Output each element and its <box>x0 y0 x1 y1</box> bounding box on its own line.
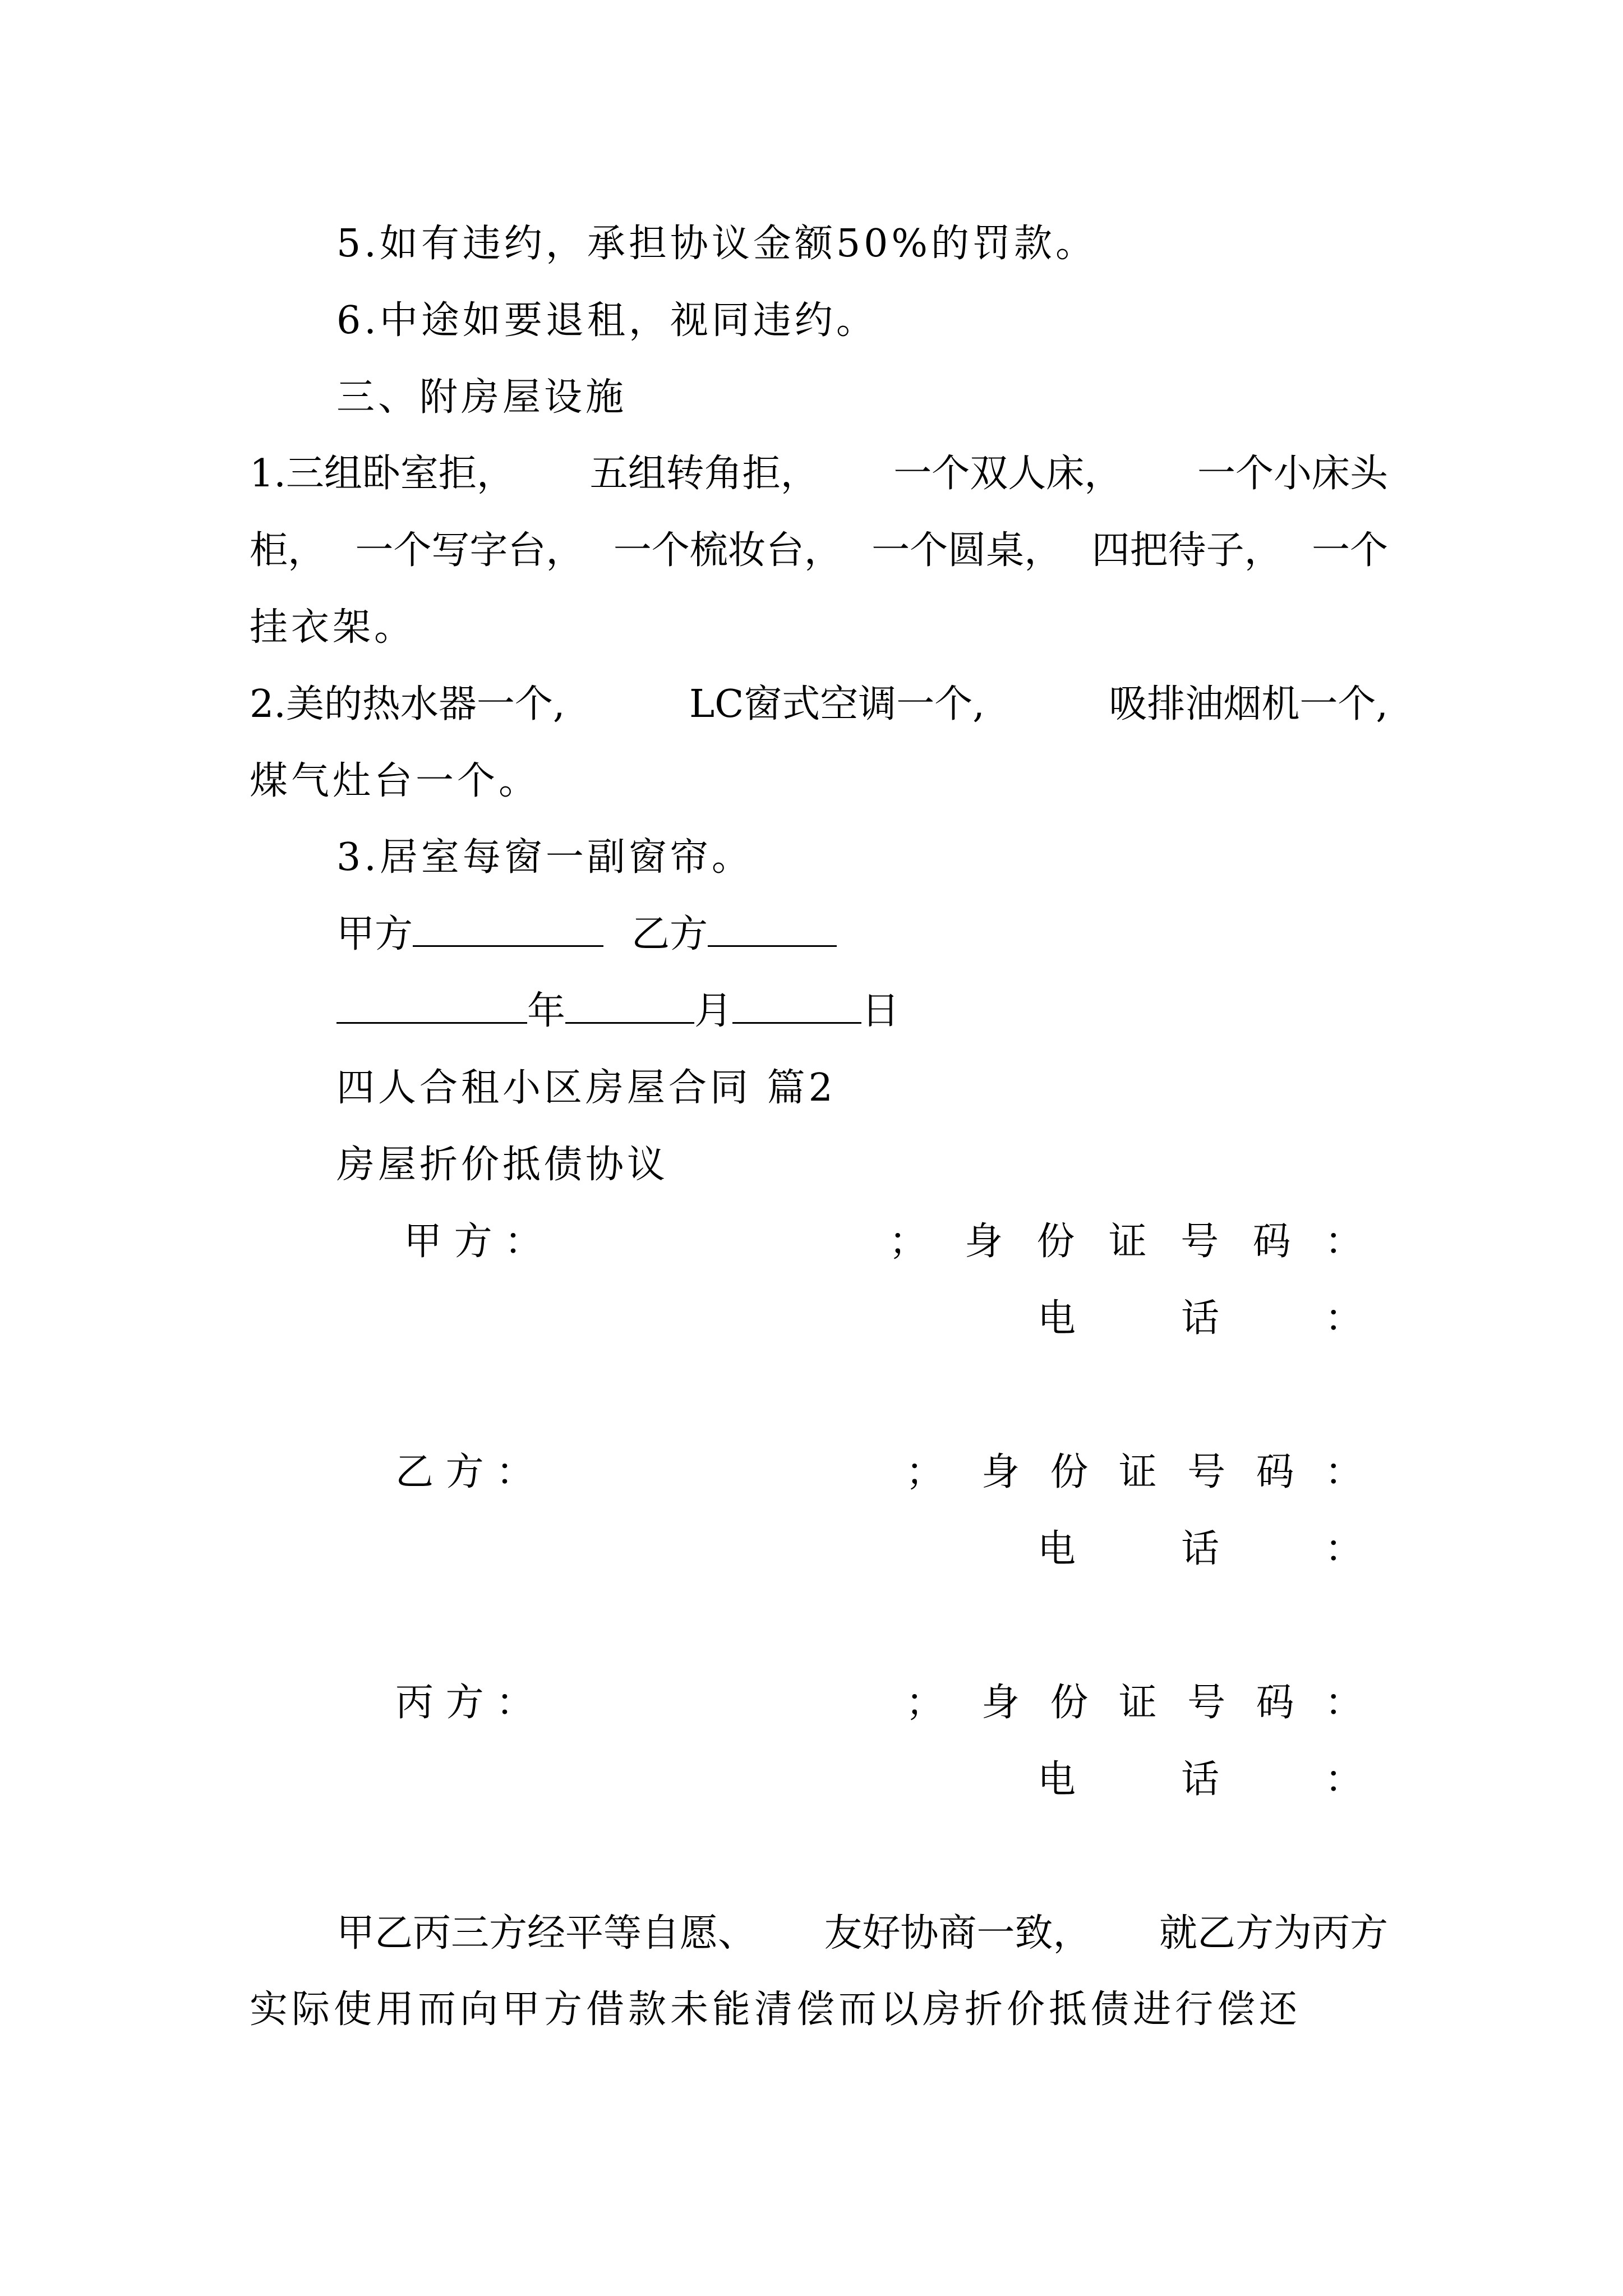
text-run: 2.美的热水器一个, <box>250 682 565 726</box>
party-a-id-label <box>965 1217 1363 1267</box>
party-b-label: 乙方 <box>631 912 708 956</box>
text-run: 就乙方为丙方 <box>1159 1911 1388 1955</box>
date-line <box>336 986 900 1037</box>
text-run: 一个小床头 <box>1197 452 1388 496</box>
facility-2-line-1 <box>250 679 1388 730</box>
clause-5: 5.如有违约，承担协议金额50%的罚款。 <box>336 222 1098 266</box>
party-b-separator: ； <box>906 1450 944 1494</box>
party-c-phone-label <box>1038 1755 1363 1805</box>
text-run: 四把待子， <box>1091 528 1283 573</box>
year-blank <box>336 987 527 1024</box>
day-blank <box>732 987 861 1024</box>
party-b-phone-label <box>1038 1524 1363 1575</box>
party-b-name-label: 乙 方 ： <box>395 1450 534 1494</box>
text-run: 一个圆桌， <box>872 528 1063 573</box>
party-a-name-label: 甲 方 ： <box>404 1220 543 1264</box>
party-b-id-label <box>981 1447 1363 1498</box>
text-run: 1.三组卧室拒， <box>250 452 515 496</box>
facility-1-line-2 <box>250 526 1388 576</box>
day-label: 日 <box>861 989 900 1033</box>
party-c-id-label-text: 身 份 证 号 码 ： <box>981 1681 1363 1725</box>
text-run: 一个写字台， <box>355 528 584 573</box>
body-line-1 <box>336 1908 1388 1959</box>
party-a-separator: ； <box>889 1220 928 1264</box>
party-c-name-label: 丙 方 ： <box>395 1681 534 1725</box>
party-a-phone-label-text: 电 话 ： <box>1038 1296 1363 1341</box>
month-blank <box>565 987 694 1024</box>
text-run: 甲乙丙三方经平等自愿、 <box>336 1911 757 1955</box>
party-b-blank <box>708 910 837 947</box>
signature-line <box>336 909 837 960</box>
facility-1-line-3: 挂衣架。 <box>250 605 416 650</box>
clause-6: 6.中途如要退租，视同违约。 <box>336 298 878 343</box>
party-c-separator: ； <box>906 1681 944 1725</box>
section-title: 四人合租小区房屋合同 篇2 <box>336 1066 836 1110</box>
text-run: 友好协商一致， <box>824 1911 1091 1955</box>
facility-1-line-1 <box>250 449 1388 499</box>
party-c-phone-label-text: 电 话 ： <box>1038 1757 1363 1802</box>
section-heading-facilities: 三、附房屋设施 <box>336 375 628 420</box>
agreement-title: 房屋折价抵债协议 <box>336 1143 669 1187</box>
text-run: 一个 <box>1311 528 1388 573</box>
party-b-id-label-text: 身 份 证 号 码 ： <box>981 1450 1363 1494</box>
party-a-label: 甲方 <box>336 912 413 956</box>
body-line-2: 实际使用而向甲方借款未能清偿而以房折价抵债进行偿还 <box>250 1987 1302 2032</box>
text-run: 一个梳妆台， <box>613 528 842 573</box>
text-run: 五组转角拒， <box>589 452 819 496</box>
facility-3: 3.居室每窗一副窗帘。 <box>336 835 753 880</box>
month-label: 月 <box>694 989 733 1033</box>
text-run: 柜， <box>250 528 326 573</box>
party-a-id-label-text: 身 份 证 号 码 ： <box>965 1220 1363 1264</box>
year-label: 年 <box>527 989 566 1033</box>
text-run: LC窗式空调一个, <box>689 682 985 726</box>
text-run: 吸排油烟机一个, <box>1109 682 1388 726</box>
party-c-id-label <box>981 1678 1363 1728</box>
party-a-phone-label <box>1038 1294 1363 1344</box>
party-a-blank <box>413 910 603 947</box>
text-run: 一个双人床， <box>893 452 1123 496</box>
facility-2-line-2: 煤气灶台一个。 <box>250 759 541 803</box>
party-b-phone-label-text: 电 话 ： <box>1038 1527 1363 1571</box>
